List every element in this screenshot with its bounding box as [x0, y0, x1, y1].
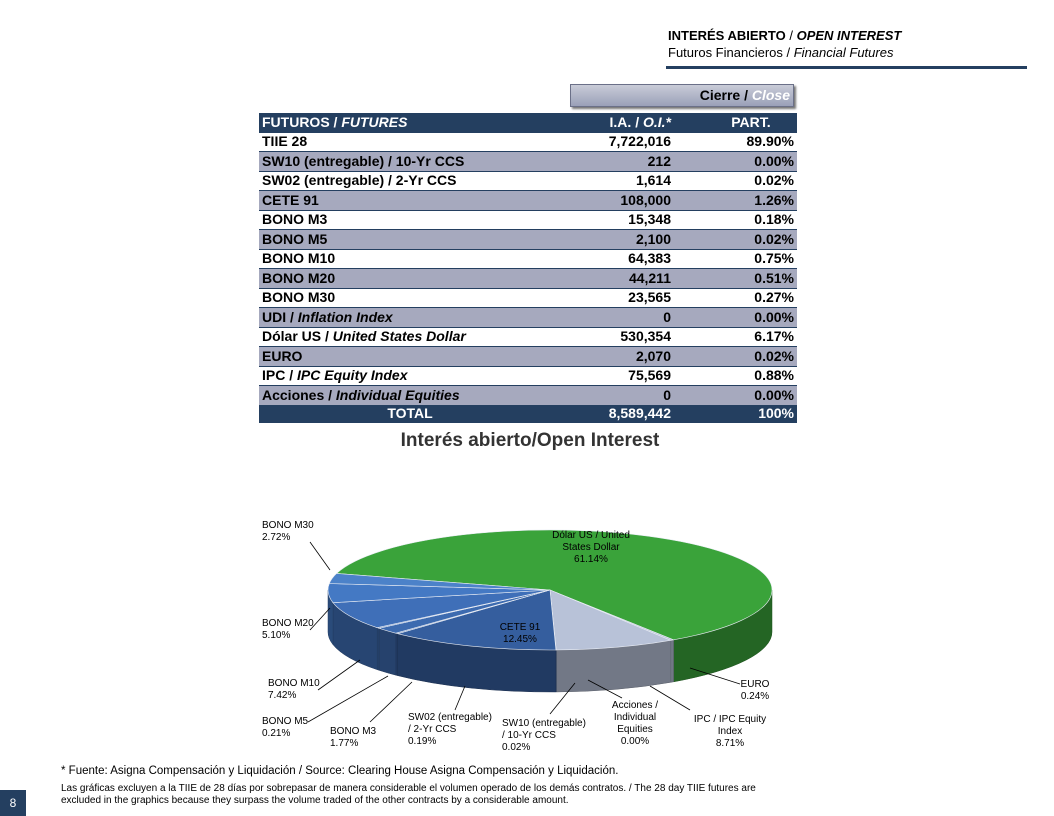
pie-slice-side — [396, 633, 398, 675]
open-interest-pie-chart — [250, 500, 790, 765]
table-row — [259, 386, 797, 405]
close-label-box: Cierre / Close — [570, 84, 794, 107]
row-open-interest: 2,100 — [561, 230, 674, 250]
report-subtitle: Futuros Financieros / Financial Futures — [668, 45, 894, 60]
label-bono-m30: BONO M30 2.72% — [262, 520, 314, 543]
row-participation: 0.00% — [674, 308, 797, 328]
pie-slice-side — [671, 640, 674, 682]
total-label: TOTAL — [259, 405, 561, 424]
row-open-interest: 108,000 — [561, 191, 674, 211]
leader-line — [455, 686, 465, 710]
header-part: PART. — [674, 113, 797, 132]
row-instrument: Dólar US / United States Dollar — [259, 327, 561, 347]
row-participation: 0.02% — [674, 347, 797, 367]
row-participation: 0.18% — [674, 210, 797, 230]
header-rule — [666, 66, 1027, 69]
header-futures: FUTUROS / FUTURES — [259, 113, 561, 132]
row-participation: 1.26% — [674, 191, 797, 211]
row-instrument: BONO M30 — [259, 288, 561, 308]
pie-top — [328, 530, 772, 650]
label-bono-m3: BONO M3 1.77% — [330, 726, 377, 749]
leader-line — [370, 682, 412, 722]
futures-table — [259, 113, 797, 423]
row-open-interest: 64,383 — [561, 249, 674, 269]
header-oi: I.A. / O.I.* — [561, 113, 674, 132]
table-row — [259, 366, 797, 386]
row-instrument: SW10 (entregable) / 10-Yr CCS — [259, 152, 561, 172]
row-open-interest: 7,722,016 — [561, 132, 674, 152]
pie-slice-side — [379, 628, 396, 675]
table-row — [259, 171, 797, 191]
label-bono-m20: BONO M20 5.10% — [262, 618, 314, 641]
source-note: * Fuente: Asigna Compensación y Liquidación / Source: Clearing House Asigna Compensación y Liquidación. — [61, 765, 619, 777]
row-instrument: BONO M5 — [259, 230, 561, 250]
row-participation: 6.17% — [674, 327, 797, 347]
row-participation: 0.51% — [674, 269, 797, 289]
table-row — [259, 132, 797, 152]
table-row — [259, 249, 797, 269]
page-number: 8 — [0, 790, 26, 816]
row-participation: 0.88% — [674, 366, 797, 386]
label-ipc: IPC / IPC Equity Index 8.71% — [693, 714, 767, 749]
label-acciones: Acciones / Individual Equities 0.00% — [611, 700, 659, 747]
row-open-interest: 2,070 — [561, 347, 674, 367]
report-header — [668, 28, 1028, 61]
chart-title: Interés abierto/Open Interest — [400, 430, 660, 451]
row-open-interest: 212 — [561, 152, 674, 172]
row-instrument: IPC / IPC Equity Index — [259, 366, 561, 386]
pie-slice-side — [377, 628, 379, 671]
row-participation: 0.00% — [674, 152, 797, 172]
row-open-interest: 0 — [561, 386, 674, 405]
table-total-row — [259, 405, 797, 424]
row-open-interest: 530,354 — [561, 327, 674, 347]
row-instrument: BONO M10 — [259, 249, 561, 269]
row-participation: 0.02% — [674, 171, 797, 191]
row-instrument: CETE 91 — [259, 191, 561, 211]
table-row — [259, 347, 797, 367]
total-participation: 100% — [674, 405, 797, 424]
table-row — [259, 288, 797, 308]
label-cete: CETE 91 12.45% — [499, 622, 541, 645]
label-bono-m10: BONO M10 7.42% — [268, 678, 320, 701]
leader-line — [310, 542, 330, 570]
row-open-interest: 15,348 — [561, 210, 674, 230]
total-open-interest: 8,589,442 — [561, 405, 674, 424]
label-dolar: Dólar US / United States Dollar 61.14% — [552, 530, 630, 565]
row-participation: 0.27% — [674, 288, 797, 308]
label-sw10: SW10 (entregable) / 10-Yr CCS 0.02% — [502, 718, 586, 753]
table-row — [259, 152, 797, 172]
row-instrument: SW02 (entregable) / 2-Yr CCS — [259, 171, 561, 191]
row-open-interest: 0 — [561, 308, 674, 328]
exclusion-note: Las gráficas excluyen a la TIIE de 28 días por sobrepasar de manera considerable el volumen operado de los demás contratos. / The 28 day TIIE futures are excluded in the graphics because they surpass the volume traded of the other contracts by a considerable amount. — [61, 783, 756, 806]
leader-line — [308, 676, 388, 722]
row-participation: 89.90% — [674, 132, 797, 152]
row-instrument: TIIE 28 — [259, 132, 561, 152]
table-header-row — [259, 113, 797, 132]
row-participation: 0.02% — [674, 230, 797, 250]
table-row — [259, 230, 797, 250]
row-instrument: Acciones / Individual Equities — [259, 386, 561, 405]
table-row — [259, 269, 797, 289]
row-participation: 0.75% — [674, 249, 797, 269]
report-title: INTERÉS ABIERTO / OPEN INTEREST — [668, 28, 902, 43]
row-instrument: BONO M3 — [259, 210, 561, 230]
label-sw02: SW02 (entregable) / 2-Yr CCS 0.19% — [408, 712, 492, 747]
table-row — [259, 327, 797, 347]
row-instrument: UDI / Inflation Index — [259, 308, 561, 328]
row-open-interest: 75,569 — [561, 366, 674, 386]
row-open-interest: 23,565 — [561, 288, 674, 308]
leader-line — [318, 660, 360, 690]
row-instrument: BONO M20 — [259, 269, 561, 289]
table-row — [259, 191, 797, 211]
table-row — [259, 210, 797, 230]
row-open-interest: 1,614 — [561, 171, 674, 191]
row-participation: 0.00% — [674, 386, 797, 405]
table-row — [259, 308, 797, 328]
label-bono-m5: BONO M5 0.21% — [262, 716, 309, 739]
row-instrument: EURO — [259, 347, 561, 367]
label-euro: EURO 0.24% — [740, 679, 770, 702]
row-open-interest: 44,211 — [561, 269, 674, 289]
